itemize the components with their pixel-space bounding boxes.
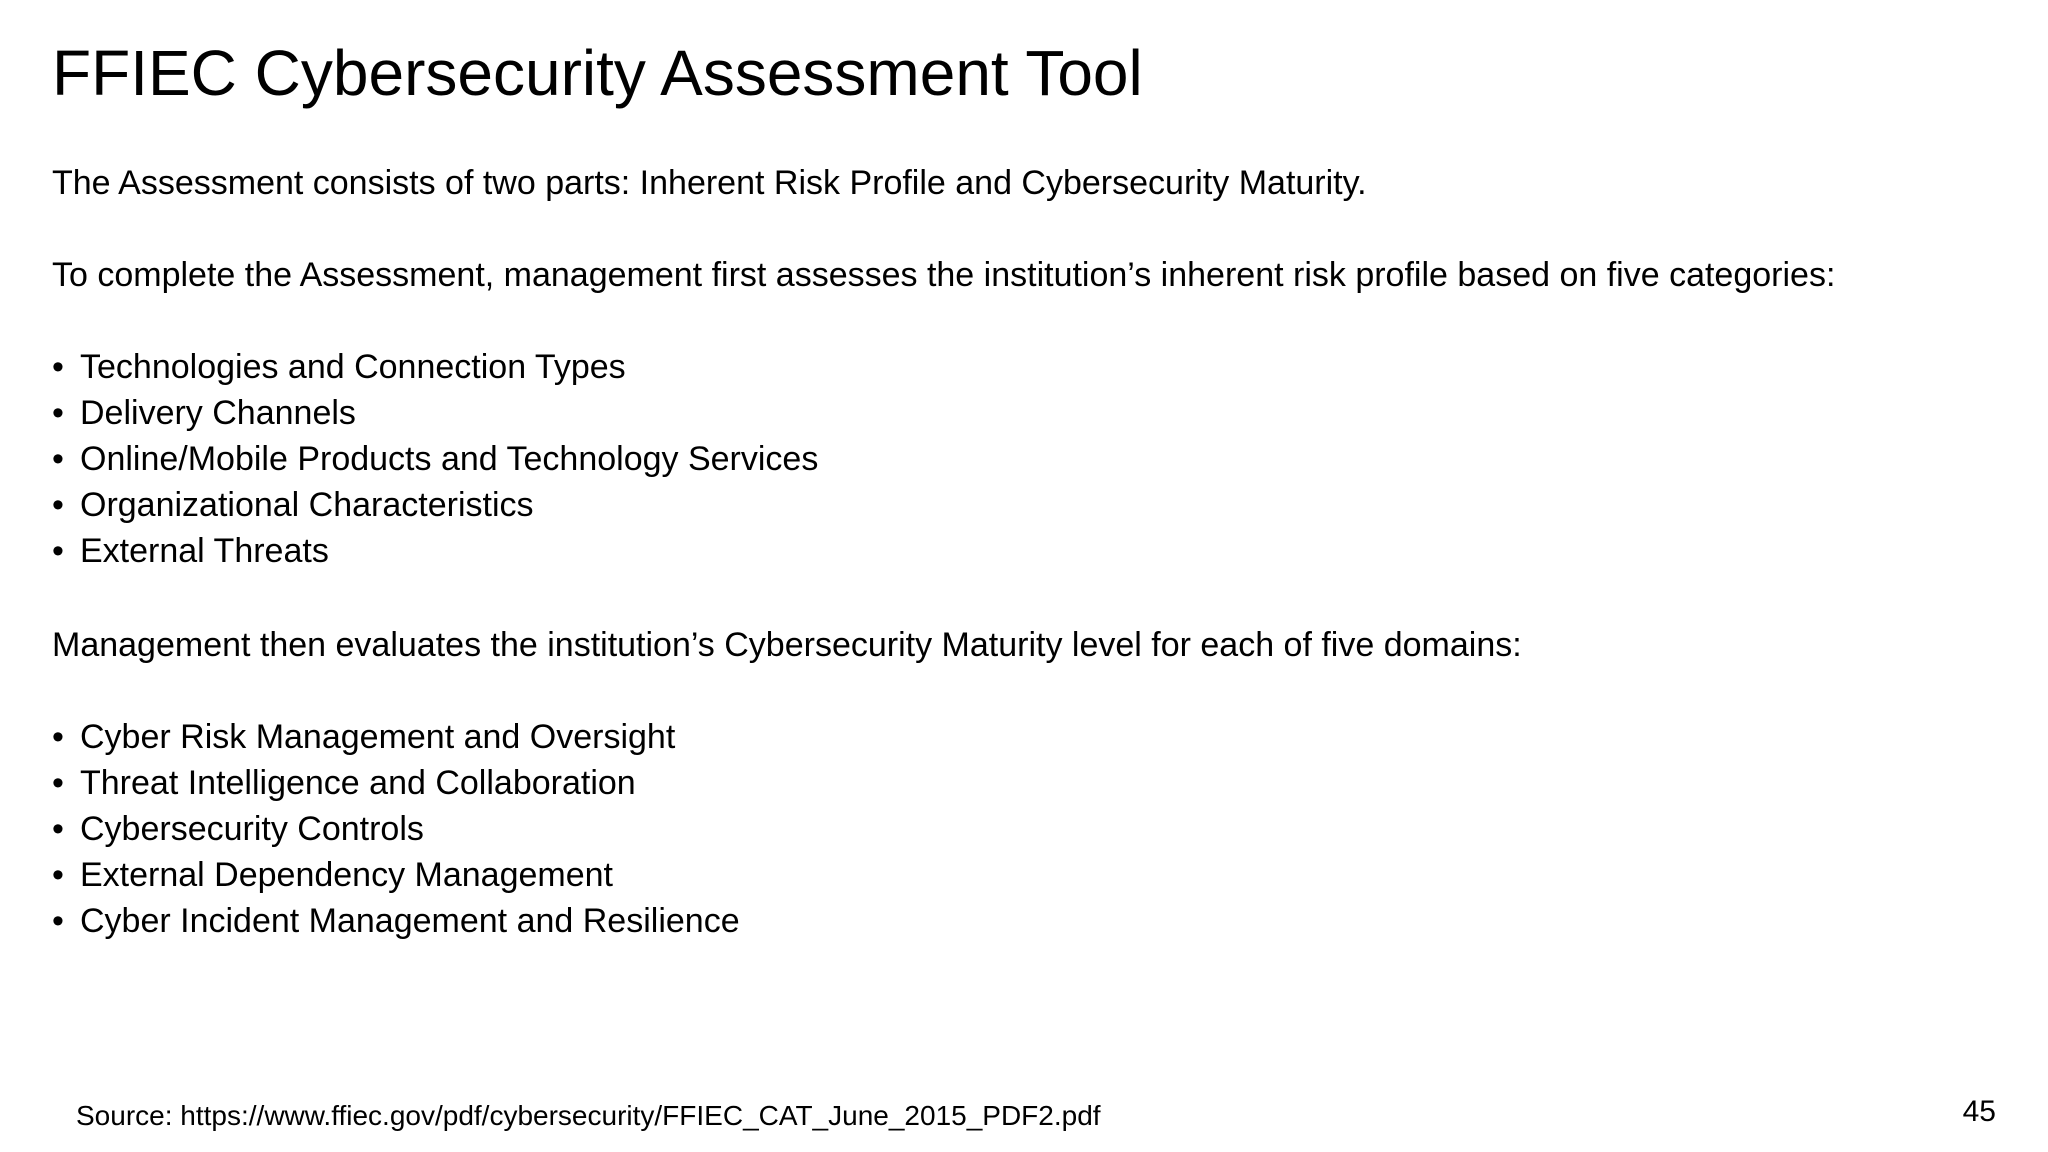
list-item [52, 714, 740, 760]
list-item [52, 390, 818, 436]
list-item [52, 760, 740, 806]
bullet-icon: • [52, 718, 64, 756]
bullet-icon: • [52, 440, 64, 478]
list-item-label: Delivery Channels [80, 394, 356, 432]
risk-categories-list [52, 344, 818, 574]
list-item-label: Cyber Incident Management and Resilience [80, 902, 740, 940]
page-number: 45 [1962, 1095, 1996, 1128]
list-item [52, 436, 818, 482]
list-item-label: Online/Mobile Products and Technology Services [80, 440, 819, 478]
maturity-lead: Management then evaluates the institution’s Cybersecurity Maturity level for each of five domains: [52, 626, 1522, 664]
list-item-label: Cybersecurity Controls [80, 810, 424, 848]
bullet-icon: • [52, 810, 64, 848]
source-citation: Source: https://www.ffiec.gov/pdf/cybersecurity/FFIEC_CAT_June_2015_PDF2.pdf [76, 1100, 1101, 1131]
bullet-icon: • [52, 394, 64, 432]
slide-title: FFIEC Cybersecurity Assessment Tool [52, 37, 1143, 109]
list-item [52, 806, 740, 852]
maturity-domains-list [52, 714, 740, 944]
bullet-icon: • [52, 486, 64, 524]
bullet-icon: • [52, 902, 64, 940]
risk-profile-lead: To complete the Assessment, management first assesses the institution’s inherent risk profile based on five categories: [52, 256, 1836, 294]
list-item [52, 482, 818, 528]
list-item-label: External Threats [80, 532, 329, 570]
bullet-icon: • [52, 532, 64, 570]
list-item [52, 528, 818, 574]
list-item-label: Technologies and Connection Types [80, 348, 626, 386]
bullet-icon: • [52, 856, 64, 894]
bullet-icon: • [52, 764, 64, 802]
bullet-icon: • [52, 348, 64, 386]
list-item-label: Cyber Risk Management and Oversight [80, 718, 676, 756]
list-item-label: Threat Intelligence and Collaboration [80, 764, 636, 802]
intro-paragraph: The Assessment consists of two parts: Inherent Risk Profile and Cybersecurity Maturity. [52, 164, 1367, 202]
list-item [52, 898, 740, 944]
list-item [52, 344, 818, 390]
list-item-label: External Dependency Management [80, 856, 613, 894]
list-item [52, 852, 740, 898]
list-item-label: Organizational Characteristics [80, 486, 534, 524]
